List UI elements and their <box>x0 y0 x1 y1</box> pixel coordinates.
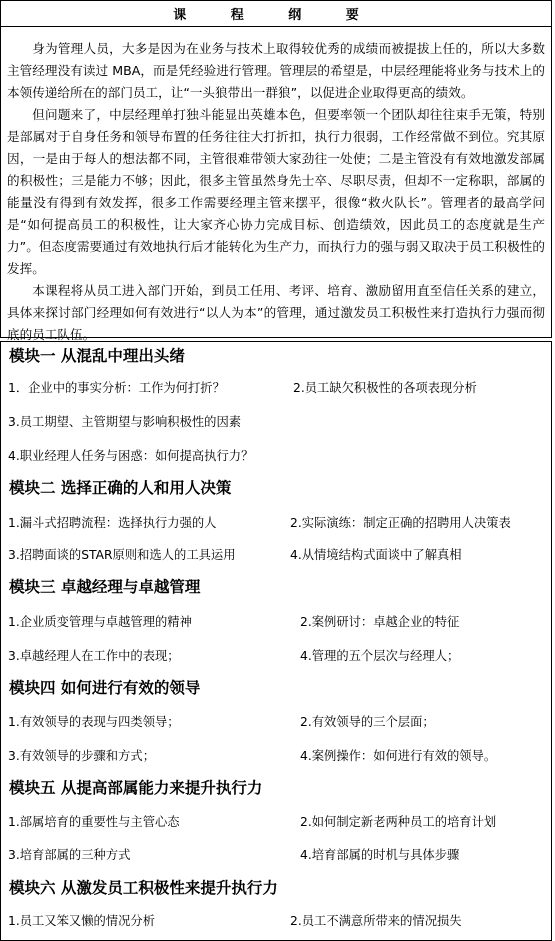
module-2-title: 模块二 选择正确的人和用人决策 <box>9 479 232 497</box>
module-3-item: 1.企业质变管理与卓越管理的精神 <box>8 615 192 629</box>
module-6-item: 1.员工又笨又懒的情况分析 <box>8 914 155 928</box>
divider <box>490 337 532 338</box>
module-1-item: 4.职业经理人任务与困惑：如何提高执行力？ <box>8 449 254 463</box>
module-5-item: 2.如何制定新老两种员工的培育计划 <box>300 815 497 829</box>
module-3-item: 3.卓越经理人在工作中的表现； <box>8 649 180 663</box>
module-4-item: 3.有效领导的步骤和方式； <box>8 749 155 763</box>
modules-section <box>0 341 552 941</box>
course-outline-title: 课 程 纲 要 <box>0 0 552 26</box>
intro-paragraph: 但问题来了，中层经理单打独斗能显出英雄本色，但要率领一个团队却往往束手无策，特别是部属对于自身任务和领导布置的任务往往大打折扣，执行力很弱，工作经常做不到位。究其原因，一是由于每人的想法都不同，主管很难带领大家劲往一处使；二是主管没有有效地激发部属的积极性；三是能力不够；因此，很多主管虽然身先士卒、尽职尽责，但却不一定称职，部属的能量没有得到有效发挥，很多工作需要经理主管来摆平，很像“救火队长”。管理者的最高学问是“如何提高员工的积极性，让大家齐心协力完成目标、创造绩效，因此员工的态度就是生产力”。但态度需要通过有效地执行后才能转化为生产力，而执行力的强与弱又取决于员工积极性的发挥。 <box>7 107 545 276</box>
module-5-item: 1.部属培育的重要性与主管心态 <box>8 815 180 829</box>
module-4-item: 4.案例操作：如何进行有效的领导。 <box>300 749 497 763</box>
module-3-item: 4.管理的五个层次与经理人； <box>300 649 460 663</box>
module-6-item: 2.员工不满意所带来的情况损失 <box>290 914 462 928</box>
module-6-title: 模块六 从激发员工积极性来提升执行力 <box>9 879 278 897</box>
module-4-title: 模块四 如何进行有效的领导 <box>9 679 201 697</box>
module-2-item: 3.招聘面谈的STAR原则和选人的工具运用 <box>8 548 236 562</box>
intro-paragraph: 身为管理人员，大多是因为在业务与技术上取得较优秀的成绩而被提拔上任的，所以大多数主管经理没有读过 MBA，而是凭经验进行管理。管理层的希望是，中层经理能将业务与技术上的本领传递给所在的部门员工，让“一头狼带出一群狼”，以促进企业取得更高的绩效。 <box>7 41 545 100</box>
module-1-title: 模块一 从混乱中理出头绪 <box>9 347 185 365</box>
module-2-item: 1.漏斗式招聘流程：选择执行力强的人 <box>8 516 217 530</box>
module-4-item: 1.有效领导的表现与四类领导； <box>8 715 180 729</box>
module-2-item: 2.实际演练：制定正确的招聘用人决策表 <box>290 516 511 530</box>
module-5-title: 模块五 从提高部属能力来提升执行力 <box>9 779 263 797</box>
module-3-title: 模块三 卓越经理与卓越管理 <box>9 578 201 596</box>
module-4-item: 2.有效领导的三个层面； <box>300 715 435 729</box>
module-1-item: 1．企业中的事实分析：工作为何打折？ <box>8 381 225 395</box>
module-5-item: 4.培育部属的时机与具体步骤 <box>300 848 460 862</box>
module-5-item: 3.培育部属的三种方式 <box>8 848 131 862</box>
module-1-item: 2.员工缺欠积极性的各项表现分析 <box>293 381 477 395</box>
module-1-item: 3.员工期望、主管期望与影响积极性的因素 <box>8 415 242 429</box>
module-2-item: 4.从情境结构式面谈中了解真相 <box>290 548 462 562</box>
module-3-item: 2.案例研讨：卓越企业的特征 <box>300 615 460 629</box>
intro-section <box>0 26 552 342</box>
intro-paragraph: 本课程将从员工进入部门开始，到员工任用、考评、培育、激励留用直至信任关系的建立，具体来探讨部门经理如何有效进行“以人为本”的管理，通过激发员工积极性来打造执行力强而彻底的员工队伍。 <box>7 283 545 342</box>
